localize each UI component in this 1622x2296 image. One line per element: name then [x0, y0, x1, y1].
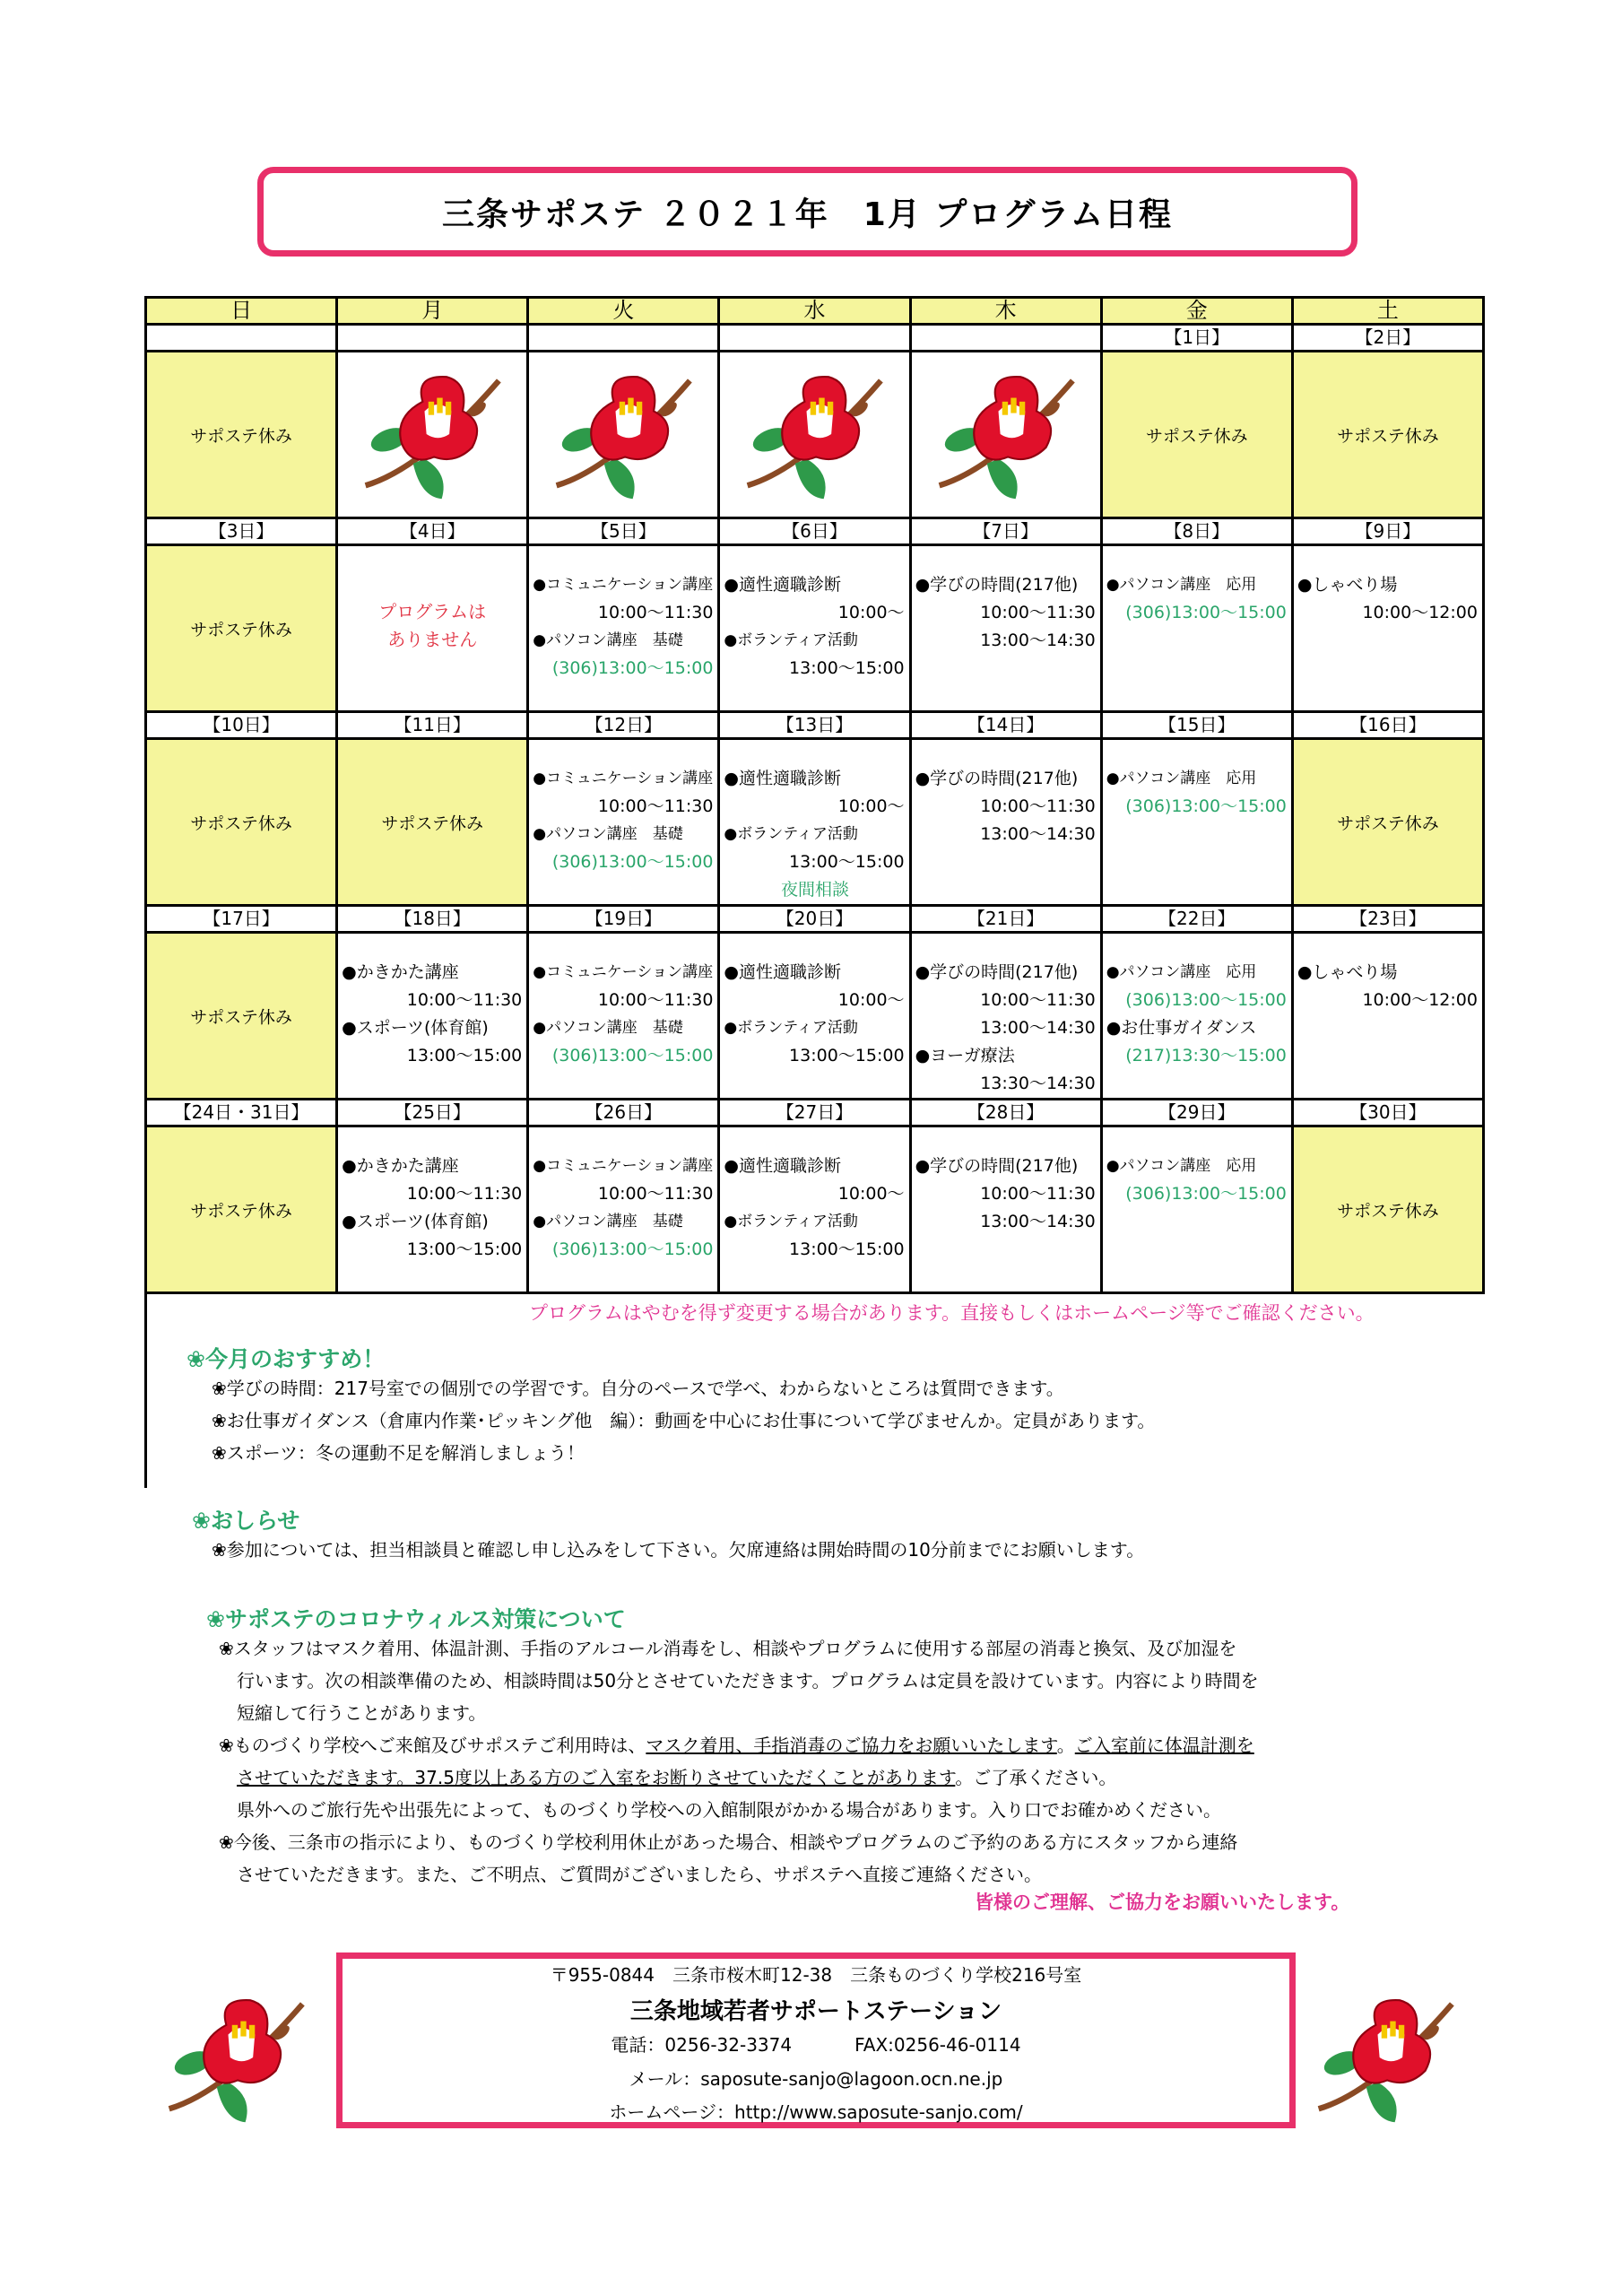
recommend-item: ❀学びの時間：217号室での個別での学習です。自分のペースで学べ、わからないところは質問できます。	[212, 1378, 1064, 1399]
footer-fax: FAX:0256-46-0114	[854, 2034, 1021, 2056]
event-list	[1297, 571, 1479, 627]
event-time: 10:00～11:30	[406, 990, 523, 1010]
event-title: ●ボランティア活動	[724, 825, 858, 843]
closing-message: 皆様のご理解、ご協力をお願いいたします。	[975, 1892, 1350, 1913]
event-room-time: (306)13:00～15:00	[1125, 796, 1287, 816]
closed-label: サポステ休み	[190, 426, 292, 446]
date-label: 【24日・31日】	[147, 1100, 338, 1127]
closed-day-cell	[147, 934, 338, 1100]
closed-label: サポステ休み	[381, 813, 484, 833]
change-notice: プログラムはやむを得ず変更する場合があります。直接もしくはホームページ等でご確認ください。	[529, 1302, 1375, 1324]
event-list	[533, 571, 715, 683]
event-time: 13:00～15:00	[406, 1239, 523, 1259]
corona-underlined: マスク着用、手指消毒のご協力をお願いいたします	[646, 1735, 1057, 1756]
event-time: 13:00～15:00	[789, 1239, 905, 1259]
corona-text: 。	[1056, 1735, 1075, 1756]
event-title: ●スポーツ(体育館)	[342, 1018, 489, 1038]
closed-label: サポステ休み	[190, 813, 292, 833]
event-room-time: (306)13:00～15:00	[551, 1046, 714, 1065]
date-label	[338, 326, 529, 352]
date-label: 【10日】	[147, 713, 338, 740]
event-title: ●適性適職診断	[724, 1156, 842, 1176]
event-title: ●ボランティア活動	[724, 631, 858, 649]
event-title: ●ボランティア活動	[724, 1019, 858, 1037]
event-time: 10:00～11:30	[980, 1184, 1096, 1204]
event-title: ●パソコン講座 応用	[1106, 1157, 1257, 1175]
event-time: 10:00～11:30	[980, 990, 1096, 1010]
event-time: 13:00～14:30	[980, 631, 1096, 650]
date-label: 【22日】	[1103, 907, 1294, 934]
event-list	[1297, 959, 1479, 1014]
event-room-time: (306)13:00～15:00	[551, 852, 714, 872]
event-title: ●パソコン講座 応用	[1106, 770, 1257, 787]
schedule-cell	[529, 1127, 720, 1294]
event-list	[533, 1152, 715, 1264]
closed-label: サポステ休み	[1145, 426, 1248, 446]
event-time: 10:00～11:30	[597, 1184, 714, 1204]
footer-tel: 電話：0256-32-3374	[611, 2034, 793, 2056]
schedule-cell	[529, 934, 720, 1100]
corona-text: ❀ものづくり学校へご来館及びサポステご利用時は、	[219, 1735, 646, 1756]
date-label: 【19日】	[529, 907, 720, 934]
date-label: 【9日】	[1294, 519, 1485, 546]
event-time: 10:00～	[837, 1184, 905, 1204]
event-title: ●コミュニケーション講座	[533, 576, 714, 594]
date-label: 【2日】	[1294, 326, 1485, 352]
corona-underlined: させていただきます。37.5度以上ある方のご入室をお断りさせていただくことがあります	[237, 1767, 956, 1788]
event-list	[915, 959, 1097, 1098]
schedule-cell	[1103, 934, 1294, 1100]
event-list	[533, 959, 715, 1070]
weekday-header: 水	[720, 299, 911, 326]
event-list	[342, 1152, 524, 1264]
date-label: 【4日】	[338, 519, 529, 546]
no-program-line: ありません	[387, 629, 478, 650]
news-list	[212, 1534, 1144, 1566]
event-title: ●学びの時間(217他)	[915, 769, 1079, 788]
closed-label: サポステ休み	[190, 1201, 292, 1221]
date-label: 【28日】	[912, 1100, 1103, 1127]
event-title: ●パソコン講座 基礎	[533, 825, 683, 843]
date-label: 【14日】	[912, 713, 1103, 740]
event-time: 10:00～11:30	[597, 990, 714, 1010]
event-title: ●スポーツ(体育館)	[342, 1212, 489, 1231]
weekday-header: 金	[1103, 299, 1294, 326]
corona-body	[219, 1632, 1384, 1891]
event-list	[1106, 959, 1288, 1070]
event-title: ●コミュニケーション講座	[533, 770, 714, 787]
closed-label: サポステ休み	[190, 1007, 292, 1027]
event-list	[1106, 765, 1288, 821]
event-title: ●学びの時間(217他)	[915, 962, 1079, 982]
date-label: 【18日】	[338, 907, 529, 934]
event-title: ●パソコン講座 応用	[1106, 576, 1257, 594]
event-list	[915, 765, 1097, 848]
event-time: 10:00～	[837, 603, 905, 622]
event-list	[533, 765, 715, 876]
footer-web: ホームページ：http://www.saposute-sanjo.com/	[609, 2101, 1023, 2123]
schedule-cell	[912, 546, 1103, 713]
no-program-cell	[338, 546, 529, 713]
schedule-cell	[720, 1127, 911, 1294]
date-label	[720, 326, 911, 352]
date-label: 【20日】	[720, 907, 911, 934]
corona-text: 。ご了承ください。	[955, 1767, 1117, 1788]
footer-phone-row	[343, 2031, 1289, 2057]
event-room-time: (306)13:00～15:00	[1125, 1184, 1287, 1204]
event-list	[915, 571, 1097, 655]
schedule-cell	[338, 934, 529, 1100]
event-title: ●適性適職診断	[724, 575, 842, 595]
event-title: ●パソコン講座 基礎	[533, 631, 683, 649]
news-item: ❀参加については、担当相談員と確認し申し込みをして下さい。欠席連絡は開始時間の10分前までにお願いします。	[212, 1539, 1145, 1561]
event-title: ●パソコン講座 基礎	[533, 1213, 683, 1231]
event-time: 13:30～14:30	[980, 1074, 1096, 1093]
schedule-cell	[1103, 546, 1294, 713]
event-list	[724, 765, 906, 904]
schedule-cell	[720, 546, 911, 713]
weekday-header: 土	[1294, 299, 1485, 326]
camellia-icon	[912, 352, 1103, 519]
event-list	[1106, 571, 1288, 627]
schedule-cell	[912, 934, 1103, 1100]
schedule-cell	[1103, 740, 1294, 907]
camellia-right-icon	[1309, 1987, 1462, 2134]
closed-day-cell	[338, 740, 529, 907]
event-title: ●しゃべり場	[1297, 575, 1398, 595]
recommend-title: ❀今月のおすすめ！	[186, 1346, 386, 1372]
corona-line: 県外へのご旅行先や出張先によって、ものづくり学校への入館制限がかかる場合があります。入り口でお確かめください。	[237, 1799, 1221, 1821]
event-room-time: (217)13:30～15:00	[1125, 1046, 1287, 1065]
date-label	[147, 326, 338, 352]
event-time: 13:00～15:00	[406, 1046, 523, 1065]
schedule-cell	[720, 740, 911, 907]
schedule-cell	[529, 740, 720, 907]
schedule-cell	[720, 934, 911, 1100]
footer-address: 〒955-0844 三条市桜木町12-38 三条ものづくり学校216号室	[550, 1964, 1082, 1986]
corona-line	[219, 1729, 1384, 1761]
corona-line: ❀スタッフはマスク着用、体温計測、手指のアルコール消毒をし、相談やプログラムに使用する部屋の消毒と換気、及び加湿を	[219, 1638, 1237, 1659]
event-time: 13:00～15:00	[789, 852, 905, 872]
event-room-time: (306)13:00～15:00	[1125, 990, 1287, 1010]
schedule-cell	[1294, 546, 1485, 713]
schedule-cell	[338, 1127, 529, 1294]
date-label: 【21日】	[912, 907, 1103, 934]
event-title: ●ボランティア活動	[724, 1213, 858, 1231]
weekday-header: 木	[912, 299, 1103, 326]
event-list	[724, 571, 906, 683]
schedule-cell	[1103, 1127, 1294, 1294]
event-room-time: (306)13:00～15:00	[1125, 603, 1287, 622]
event-time: 10:00～12:00	[1362, 990, 1478, 1010]
date-label: 【25日】	[338, 1100, 529, 1127]
event-time: 13:00～15:00	[789, 658, 905, 678]
camellia-icon	[720, 352, 911, 519]
event-title: ●コミュニケーション講座	[533, 963, 714, 981]
closed-day-cell	[147, 740, 338, 907]
event-time: 10:00～11:30	[980, 796, 1096, 816]
date-label: 【30日】	[1294, 1100, 1485, 1127]
event-time: 10:00～11:30	[980, 603, 1096, 622]
event-title: ●しゃべり場	[1297, 962, 1398, 982]
event-time: 10:00～11:30	[597, 796, 714, 816]
schedule-cell	[529, 546, 720, 713]
corona-title: ❀サポステのコロナウィルス対策について	[206, 1606, 626, 1632]
footer-org: 三条地域若者サポートステーション	[629, 1998, 1002, 2025]
event-time: 10:00～	[837, 796, 905, 816]
date-label: 【27日】	[720, 1100, 911, 1127]
event-list	[1106, 1152, 1288, 1208]
date-label: 【26日】	[529, 1100, 720, 1127]
date-label: 【13日】	[720, 713, 911, 740]
event-list	[915, 1152, 1097, 1236]
corona-line: 短縮して行うことがあります。	[237, 1702, 487, 1724]
closed-day-cell	[1294, 740, 1485, 907]
corona-underlined: ご入室前に体温計測を	[1074, 1735, 1254, 1756]
date-label: 【23日】	[1294, 907, 1485, 934]
event-title: ●かきかた講座	[342, 962, 459, 982]
recommend-item: ❀お仕事ガイダンス（倉庫内作業･ピッキング他 編）：動画を中心にお仕事について学びませんか。定員があります。	[212, 1410, 1156, 1431]
corona-line	[219, 1761, 1384, 1794]
closed-day-cell	[1103, 352, 1294, 519]
closed-day-cell	[147, 352, 338, 519]
date-label: 【1日】	[1103, 326, 1294, 352]
corona-line: させていただきます。また、ご不明点、ご質問がございましたら、サポステへ直接ご連絡ください。	[237, 1864, 1042, 1885]
closed-day-cell	[1294, 1127, 1485, 1294]
event-time: 10:00～	[837, 990, 905, 1010]
schedule-cell	[912, 1127, 1103, 1294]
corona-line: 行います。次の相談準備のため、相談時間は50分とさせていただきます。プログラムは定員を設けています。内容により時間を	[237, 1670, 1259, 1692]
event-title: ●適性適職診断	[724, 962, 842, 982]
date-label: 【6日】	[720, 519, 911, 546]
event-time: 13:00～14:30	[980, 1212, 1096, 1231]
closed-label: サポステ休み	[1337, 813, 1439, 833]
date-label	[912, 326, 1103, 352]
date-label: 【5日】	[529, 519, 720, 546]
event-time: 13:00～14:30	[980, 1018, 1096, 1038]
event-list	[342, 959, 524, 1070]
date-label: 【7日】	[912, 519, 1103, 546]
event-title: ●学びの時間(217他)	[915, 1156, 1079, 1176]
date-label: 【8日】	[1103, 519, 1294, 546]
event-time: 13:00～14:30	[980, 824, 1096, 844]
closed-day-cell	[147, 1127, 338, 1294]
event-room-time: (306)13:00～15:00	[551, 658, 714, 678]
camellia-left-icon	[160, 1987, 312, 2134]
event-time: 13:00～15:00	[789, 1046, 905, 1065]
title-box	[257, 167, 1357, 257]
event-time: 10:00～11:30	[597, 603, 714, 622]
night-consultation: 夜間相談	[780, 880, 849, 900]
date-label: 【17日】	[147, 907, 338, 934]
closed-label: サポステ休み	[190, 620, 292, 639]
schedule-cell	[1294, 934, 1485, 1100]
event-list	[724, 1152, 906, 1264]
date-label	[529, 326, 720, 352]
event-title: ●適性適職診断	[724, 769, 842, 788]
event-time: 10:00～11:30	[406, 1184, 523, 1204]
contact-box	[336, 1952, 1296, 2128]
event-list	[724, 959, 906, 1070]
event-title: ●ヨーガ療法	[915, 1046, 1015, 1065]
event-title: ●コミュニケーション講座	[533, 1157, 714, 1175]
no-program-line: プログラムは	[378, 601, 487, 622]
news-title: ❀おしらせ	[192, 1508, 300, 1534]
recommend-item: ❀スポーツ：冬の運動不足を解消しましょう！	[212, 1442, 585, 1464]
event-title: ●お仕事ガイダンス	[1106, 1018, 1257, 1038]
date-label: 【3日】	[147, 519, 338, 546]
date-label: 【12日】	[529, 713, 720, 740]
event-title: ●パソコン講座 基礎	[533, 1019, 683, 1037]
event-room-time: (306)13:00～15:00	[551, 1239, 714, 1259]
date-label: 【11日】	[338, 713, 529, 740]
schedule-cell	[912, 740, 1103, 907]
event-time: 10:00～12:00	[1362, 603, 1478, 622]
no-program-label	[338, 598, 526, 654]
page-title: 三条サポステ ２０２１年 1月 プログラム日程	[441, 196, 1174, 233]
closed-day-cell	[147, 546, 338, 713]
event-title: ●学びの時間(217他)	[915, 575, 1079, 595]
camellia-icon	[338, 352, 529, 519]
corona-line: ❀今後、三条市の指示により、ものづくり学校利用休止があった場合、相談やプログラムのご予約のある方にスタッフから連絡	[219, 1831, 1238, 1853]
footer-mail: メール：saposute-sanjo@lagoon.ocn.ne.jp	[629, 2068, 1003, 2090]
weekday-header: 日	[147, 299, 338, 326]
camellia-icon	[529, 352, 720, 519]
weekday-header: 火	[529, 299, 720, 326]
date-label: 【29日】	[1103, 1100, 1294, 1127]
weekday-header: 月	[338, 299, 529, 326]
event-title: ●パソコン講座 応用	[1106, 963, 1257, 981]
closed-label: サポステ休み	[1337, 1201, 1439, 1221]
date-label: 【16日】	[1294, 713, 1485, 740]
date-label: 【15日】	[1103, 713, 1294, 740]
closed-label: サポステ休み	[1337, 426, 1439, 446]
closed-day-cell	[1294, 352, 1485, 519]
recommend-list	[212, 1372, 1155, 1469]
event-title: ●かきかた講座	[342, 1156, 459, 1176]
